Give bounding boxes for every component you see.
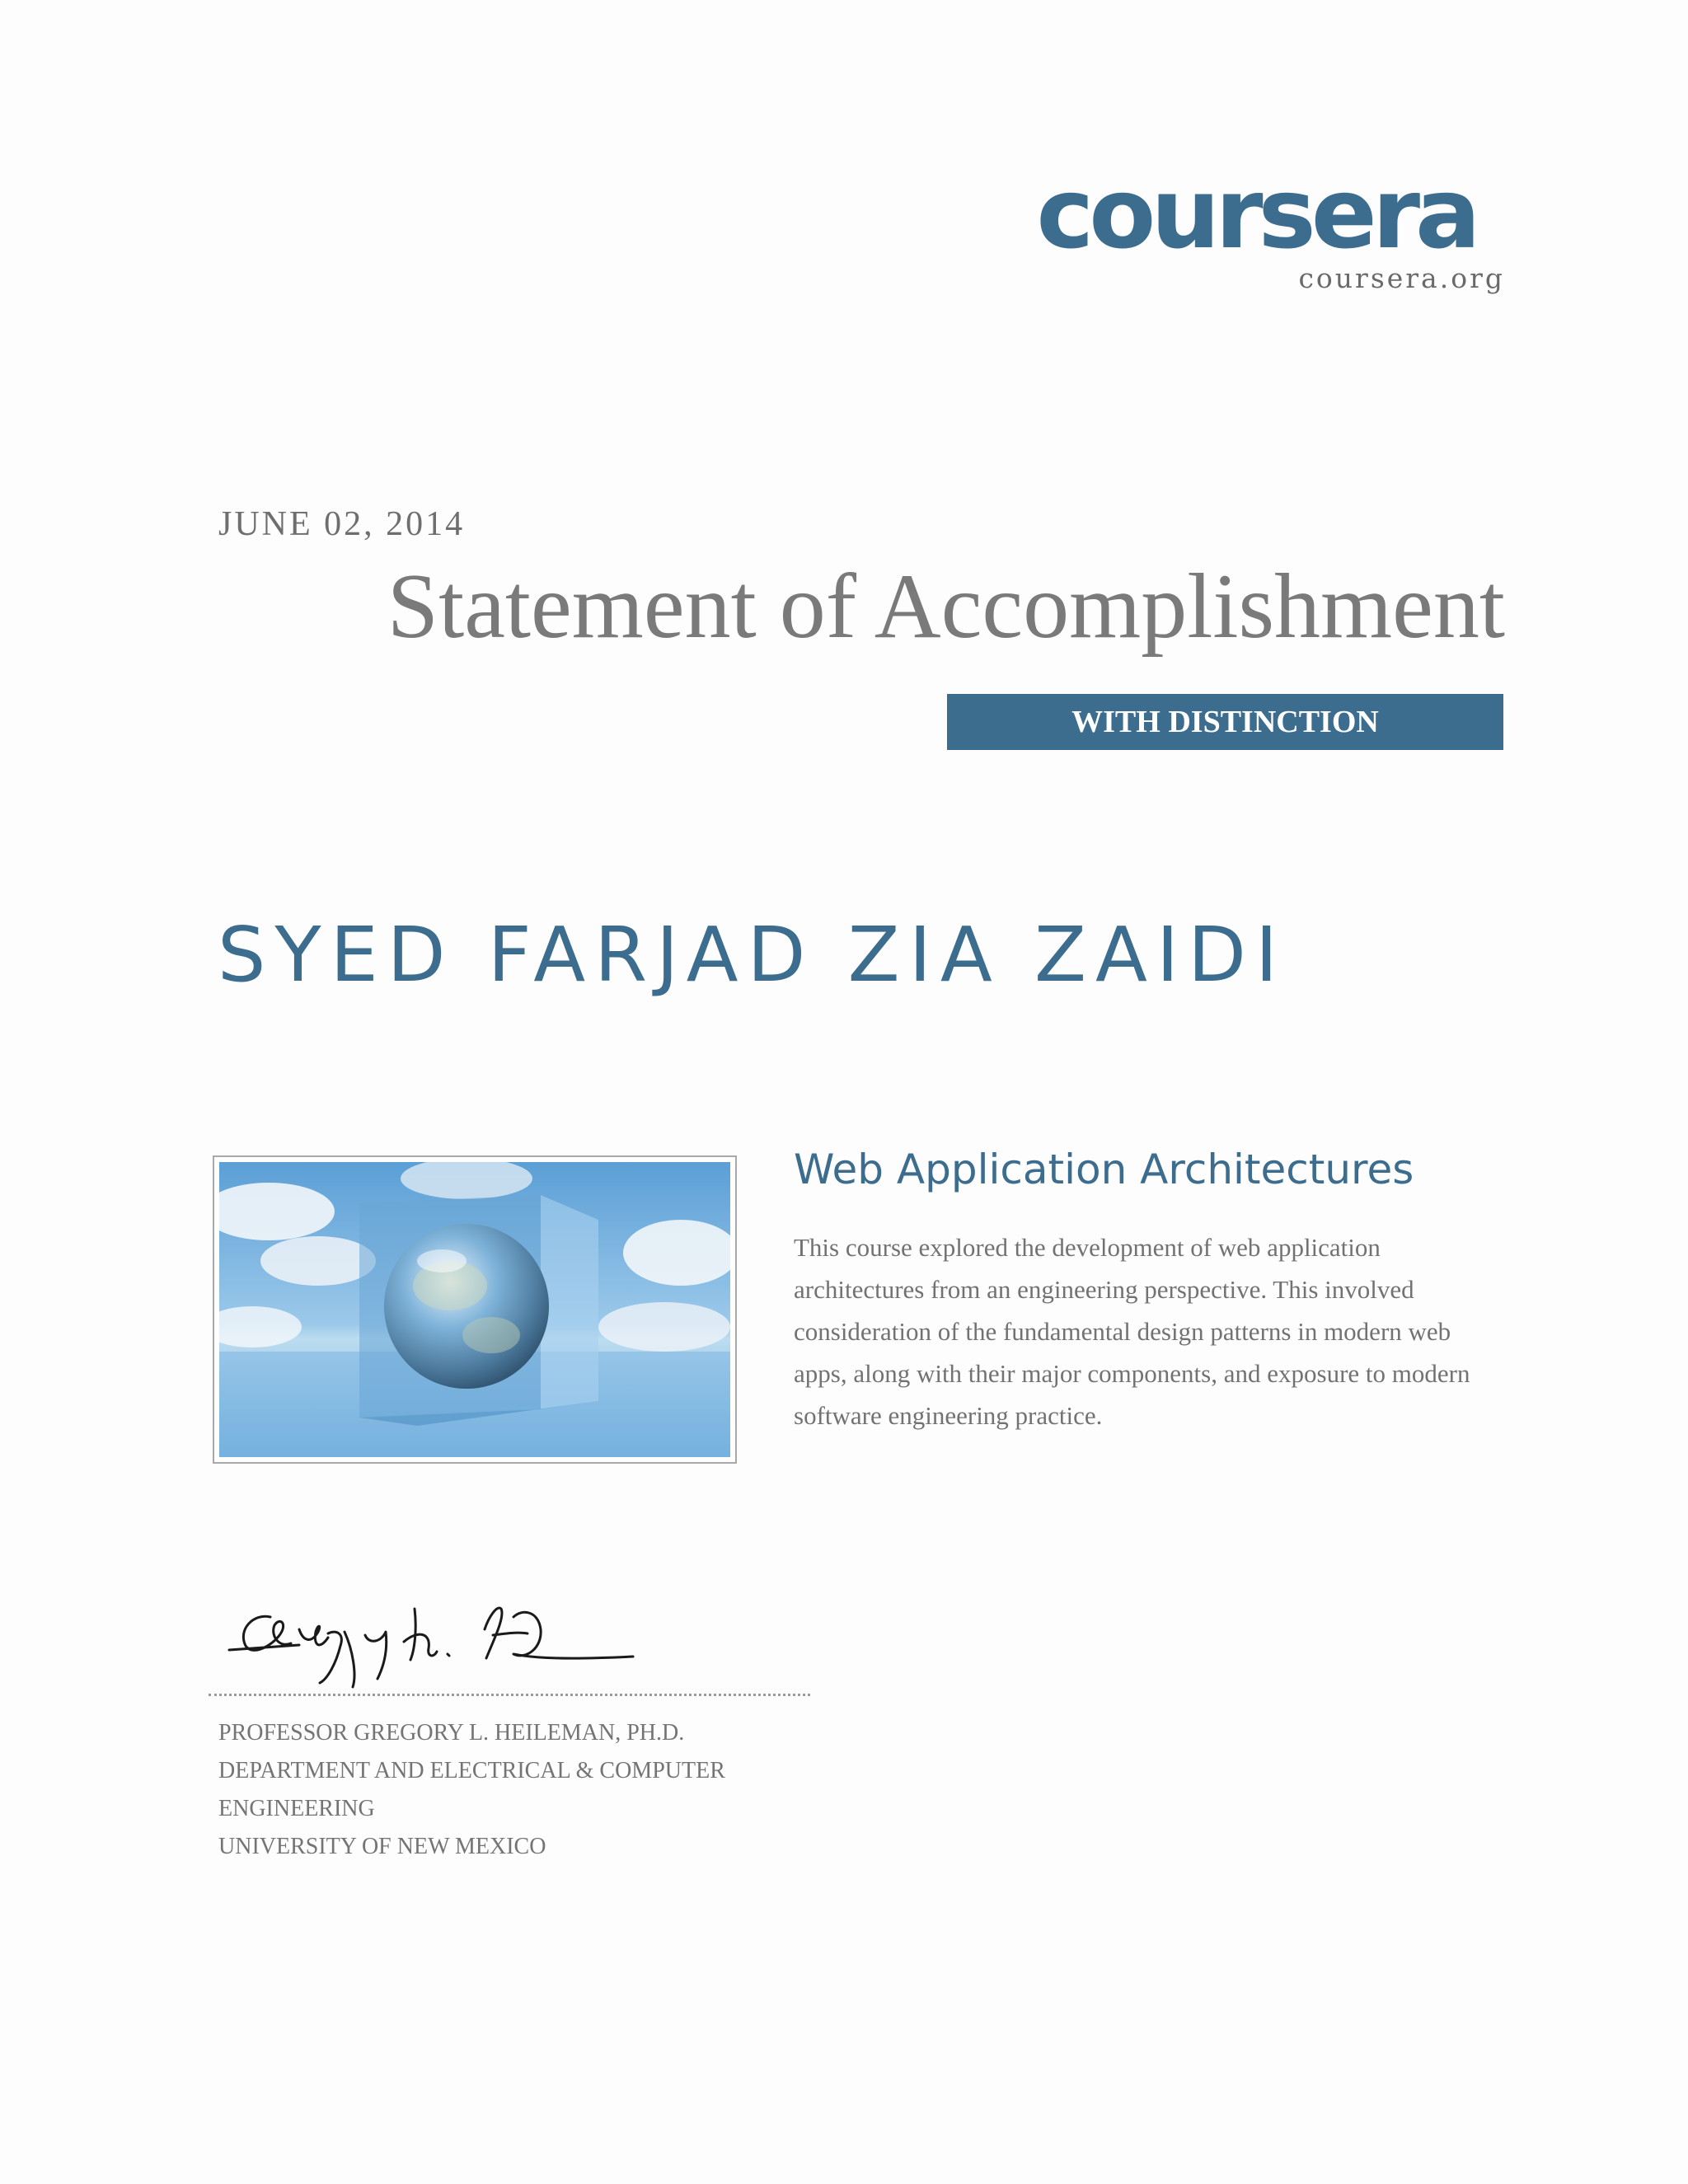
handwritten-signature	[221, 1584, 649, 1699]
signature-line	[209, 1694, 810, 1696]
signer-university: UNIVERSITY OF NEW MEXICO	[218, 1834, 546, 1859]
signer-name: PROFESSOR GREGORY L. HEILEMAN, PH.D.	[218, 1720, 685, 1746]
course-image	[213, 1155, 737, 1464]
student-name: SYED FARJAD ZIA ZAIDI	[218, 911, 1287, 999]
issue-date: JUNE 02, 2014	[218, 505, 466, 543]
signer-department: DEPARTMENT AND ELECTRICAL & COMPUTER	[218, 1758, 725, 1783]
globe-in-glass-cube-icon	[219, 1162, 730, 1457]
certificate-title: Statement of Accomplishment	[387, 555, 1505, 658]
signer-info	[218, 1714, 812, 1866]
coursera-url: coursera.org	[1298, 262, 1505, 294]
course-description: This course explored the development of web application architectures from an engineering perspective. This involved consideration of the fundamental design patterns in modern web apps, along with their major components, and exposure to modern software engineering practice.	[794, 1233, 1470, 1430]
distinction-badge: WITH DISTINCTION	[947, 694, 1503, 750]
course-name: Web Application Architectures	[794, 1146, 1414, 1193]
svg-text:coursera: coursera	[1036, 165, 1476, 264]
coursera-logo	[1009, 165, 1503, 264]
signer-department-cont: ENGINEERING	[218, 1796, 375, 1821]
